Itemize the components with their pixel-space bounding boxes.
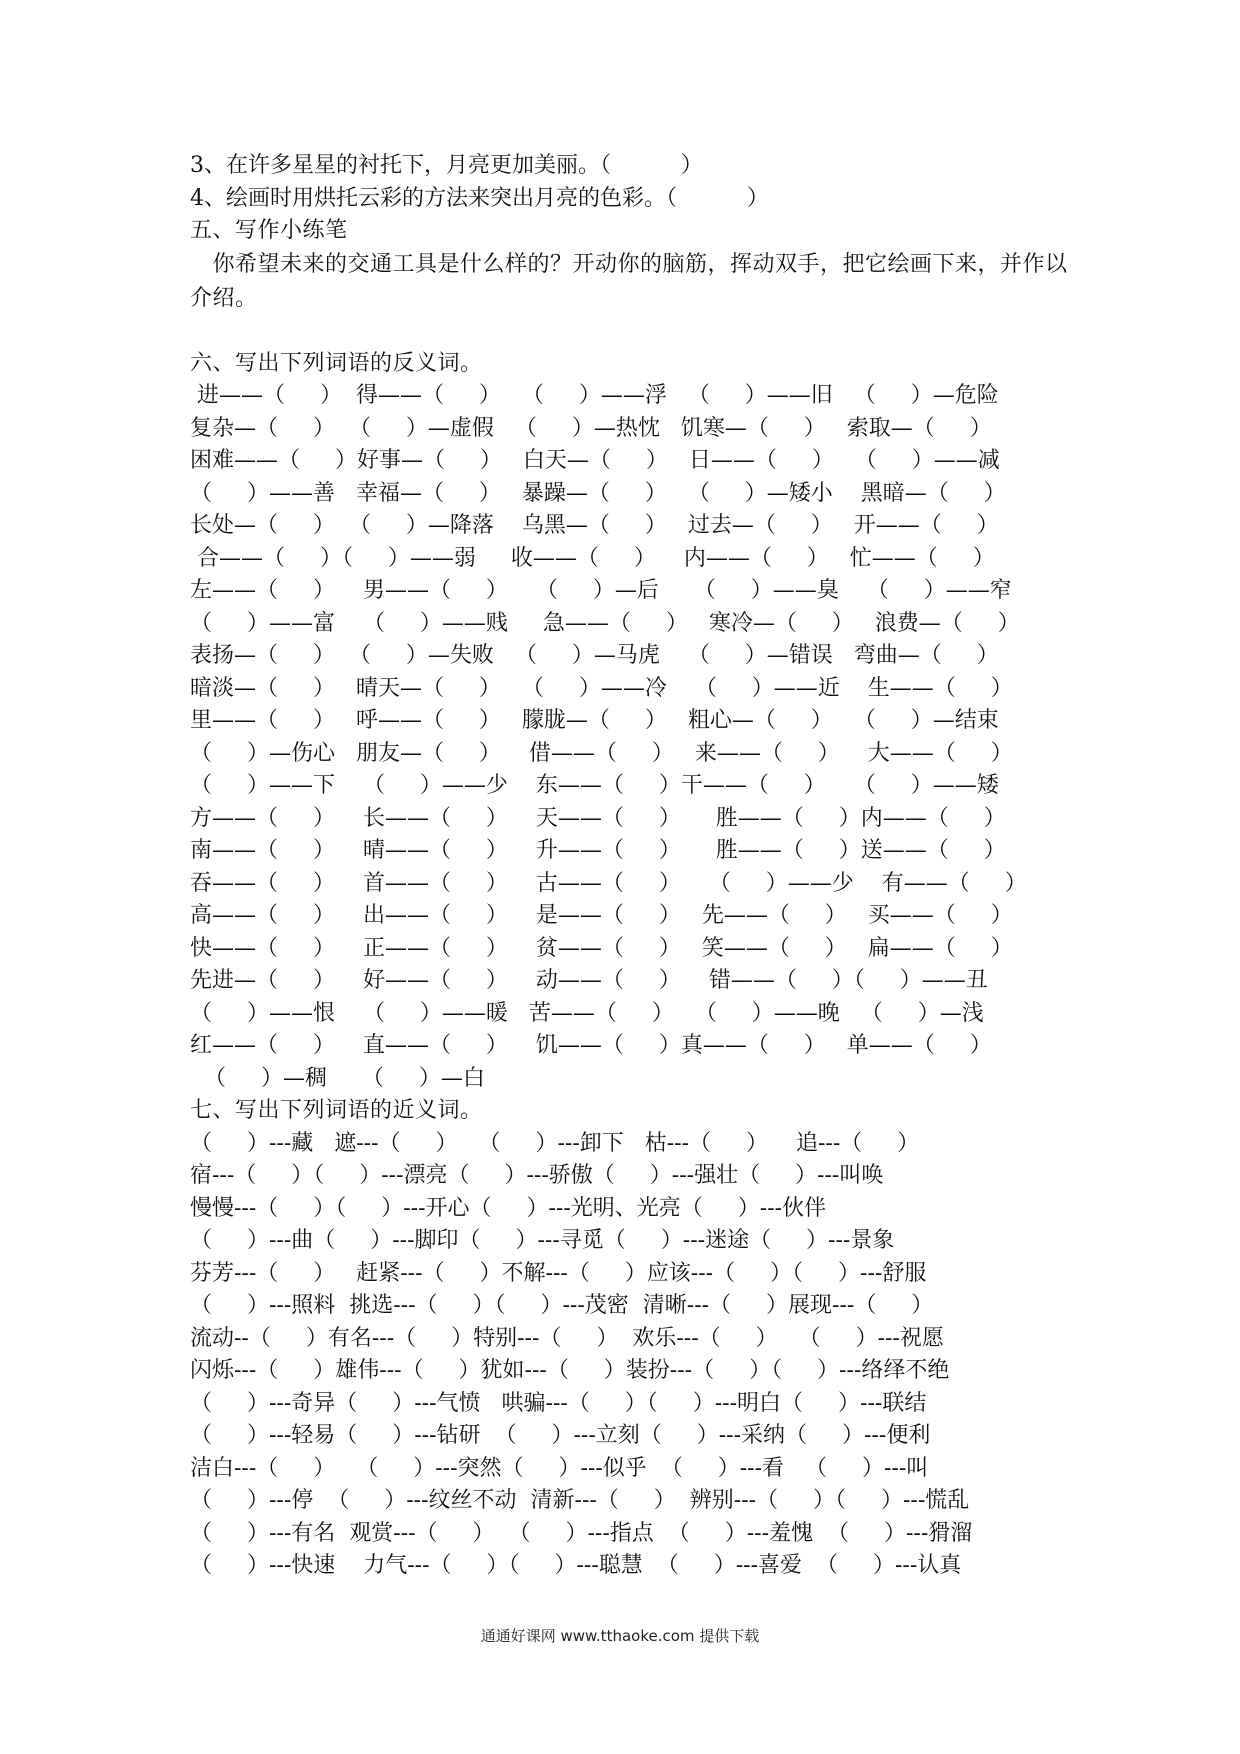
antonym-line: 高——（ ） 出——（ ） 是——（ ） 先——（ ） 买——（ ） (190, 903, 1013, 928)
antonym-line: 困难——（ ）好事—（ ） 白天—（ ） 日——（ ） （ ）——减 (190, 448, 1000, 473)
synonym-line: 闪烁---（ ）雄伟---（ ）犹如---（ ）装扮---（ ）（ ）---络绎不绝 (190, 1358, 950, 1383)
section-5-heading: 五、写作小练笔 (190, 218, 348, 243)
section-5-prompt-text: 你希望未来的交通工具是什么样的？开动你的脑筋，挥动双手，把它绘画下来，并作以介绍。 (190, 251, 1068, 311)
antonym-line: （ ）—稠 （ ）—白 (190, 1065, 485, 1091)
antonym-line: 进——（ ） 得——（ ） （ ）——浮 （ ）——旧 （ ）—危险 (190, 383, 999, 408)
question-item-3: 3、在许多星星的衬托下，月亮更加美丽。（ ） (190, 153, 703, 178)
antonym-line: 表扬—（ ） （ ）—失败 （ ）—马虎 （ ）—错误 弯曲—（ ） (190, 643, 999, 668)
antonym-line: 吞——（ ） 首——（ ） 古——（ ） （ ）——少 有——（ ） (190, 870, 1027, 896)
synonym-line: 洁白---（ ） （ ）---突然（ ）---似乎 （ ）---看 （ ）---叫 (190, 1455, 929, 1481)
synonym-line: 宿---（ ）（ ）---漂亮（ ）---骄傲（ ）---强壮（ ）---叫唤 (190, 1163, 884, 1188)
antonym-line: 南——（ ） 晴——（ ） 升——（ ） 胜——（ ）送——（ ） (190, 838, 1006, 863)
section-7-heading: 七、写出下列词语的近义词。 (190, 1098, 483, 1123)
antonym-line: 合——（ ）（ ）——弱 收——（ ） 内——（ ） 忙——（ ） (190, 545, 995, 571)
antonym-line: 红——（ ） 直——（ ） 饥——（ ）真——（ ） 单——（ ） (190, 1033, 992, 1058)
synonym-line: 芬芳---（ ） 赶紧---（ ）不解---（ ）应该---（ ）（ ）---舒服 (190, 1260, 927, 1286)
synonym-line: （ ）---轻易（ ）---钻研 （ ）---立刻（ ）---采纳（ ）---便利 (190, 1423, 931, 1448)
antonym-line: 快——（ ） 正——（ ） 贫——（ ） 笑——（ ） 扁——（ ） (190, 935, 1013, 961)
antonym-line: 复杂—（ ） （ ）—虚假 （ ）—热忱 饥寒—（ ） 索取—（ ） (190, 415, 992, 441)
antonym-line: 方——（ ） 长——（ ） 天——（ ） 胜——（ ）内——（ ） (190, 805, 1006, 831)
antonym-line: 左——（ ） 男——（ ） （ ）—后 （ ）——臭 （ ）——窄 (190, 578, 1012, 603)
section-5-prompt (190, 248, 1070, 316)
synonym-line: 流动--（ ）有名---（ ）特别---（ ） 欢乐---（ ） （ ）---祝愿 (190, 1325, 944, 1351)
synonym-line: （ ）---藏 遮---（ ） （ ）---卸下 枯---（ ） 追---（ ） (190, 1130, 920, 1156)
synonym-line: （ ）---停 （ ）---纹丝不动 清新---（ ） 辨别---（ ）（ ）---慌乱 (190, 1488, 970, 1513)
antonym-line: （ ）——下 （ ）——少 东——（ ）干——（ ） （ ）——矮 (190, 773, 999, 798)
synonym-exercise-lines (190, 1128, 1070, 1583)
antonym-line: （ ）—伤心 朋友—（ ） 借——（ ） 来——（ ） 大——（ ） (190, 740, 1013, 766)
section-gap (190, 316, 1070, 348)
antonym-line: （ ）——善 幸福—（ ） 暴躁—（ ） （ ）—矮小 黑暗—（ ） (190, 480, 1006, 506)
antonym-line: 长处—（ ） （ ）—降落 乌黑—（ ） 过去—（ ） 开——（ ） (190, 513, 999, 538)
worksheet-content (190, 150, 1070, 1583)
synonym-line: 慢慢---（ ）（ ）---开心（ ）---光明、光亮（ ）---伙伴 (190, 1195, 827, 1221)
antonym-line: （ ）——恨 （ ）——暖 苦——（ ） （ ）——晚 （ ）—浅 (190, 1000, 984, 1026)
synonym-line: （ ）---照料 挑选---（ ）（ ）---茂密 清晰---（ ）展现---（ ） (190, 1293, 934, 1318)
antonym-line: 里——（ ） 呼——（ ） 朦胧—（ ） 粗心—（ ） （ ）—结束 (190, 708, 999, 733)
antonym-line: （ ）——富 （ ）——贱 急——（ ） 寒冷—（ ） 浪费—（ ） (190, 610, 1020, 636)
synonym-line: （ ）---曲（ ）---脚印（ ）---寻觅（ ）---迷途（ ）---景象 (190, 1228, 895, 1253)
question-item-4: 4、绘画时用烘托云彩的方法来突出月亮的色彩。（ ） (190, 185, 769, 211)
synonym-line: （ ）---快速 力气---（ ）（ ）---聪慧 （ ）---喜爱 （ ）---认真 (190, 1553, 962, 1578)
synonym-line: （ ）---奇异（ ）---气愤 哄骗---（ ）（ ）---明白（ ）---联结 (190, 1390, 927, 1416)
antonym-exercise-lines (190, 380, 1070, 1095)
antonym-line: 暗淡—（ ） 晴天—（ ） （ ）——冷 （ ）——近 生——（ ） (190, 675, 1013, 701)
page-footer: 通通好课网 www.tthaoke.com 提供下载 (480, 1627, 760, 1645)
synonym-line: （ ）---有名 观赏---（ ） （ ）---指点 （ ）---羞愧 （ ）---猾溜 (190, 1520, 973, 1546)
antonym-line: 先进—（ ） 好——（ ） 动——（ ） 错——（ ）（ ）——丑 (190, 968, 988, 993)
section-6-heading: 六、写出下列词语的反义词。 (190, 350, 483, 376)
